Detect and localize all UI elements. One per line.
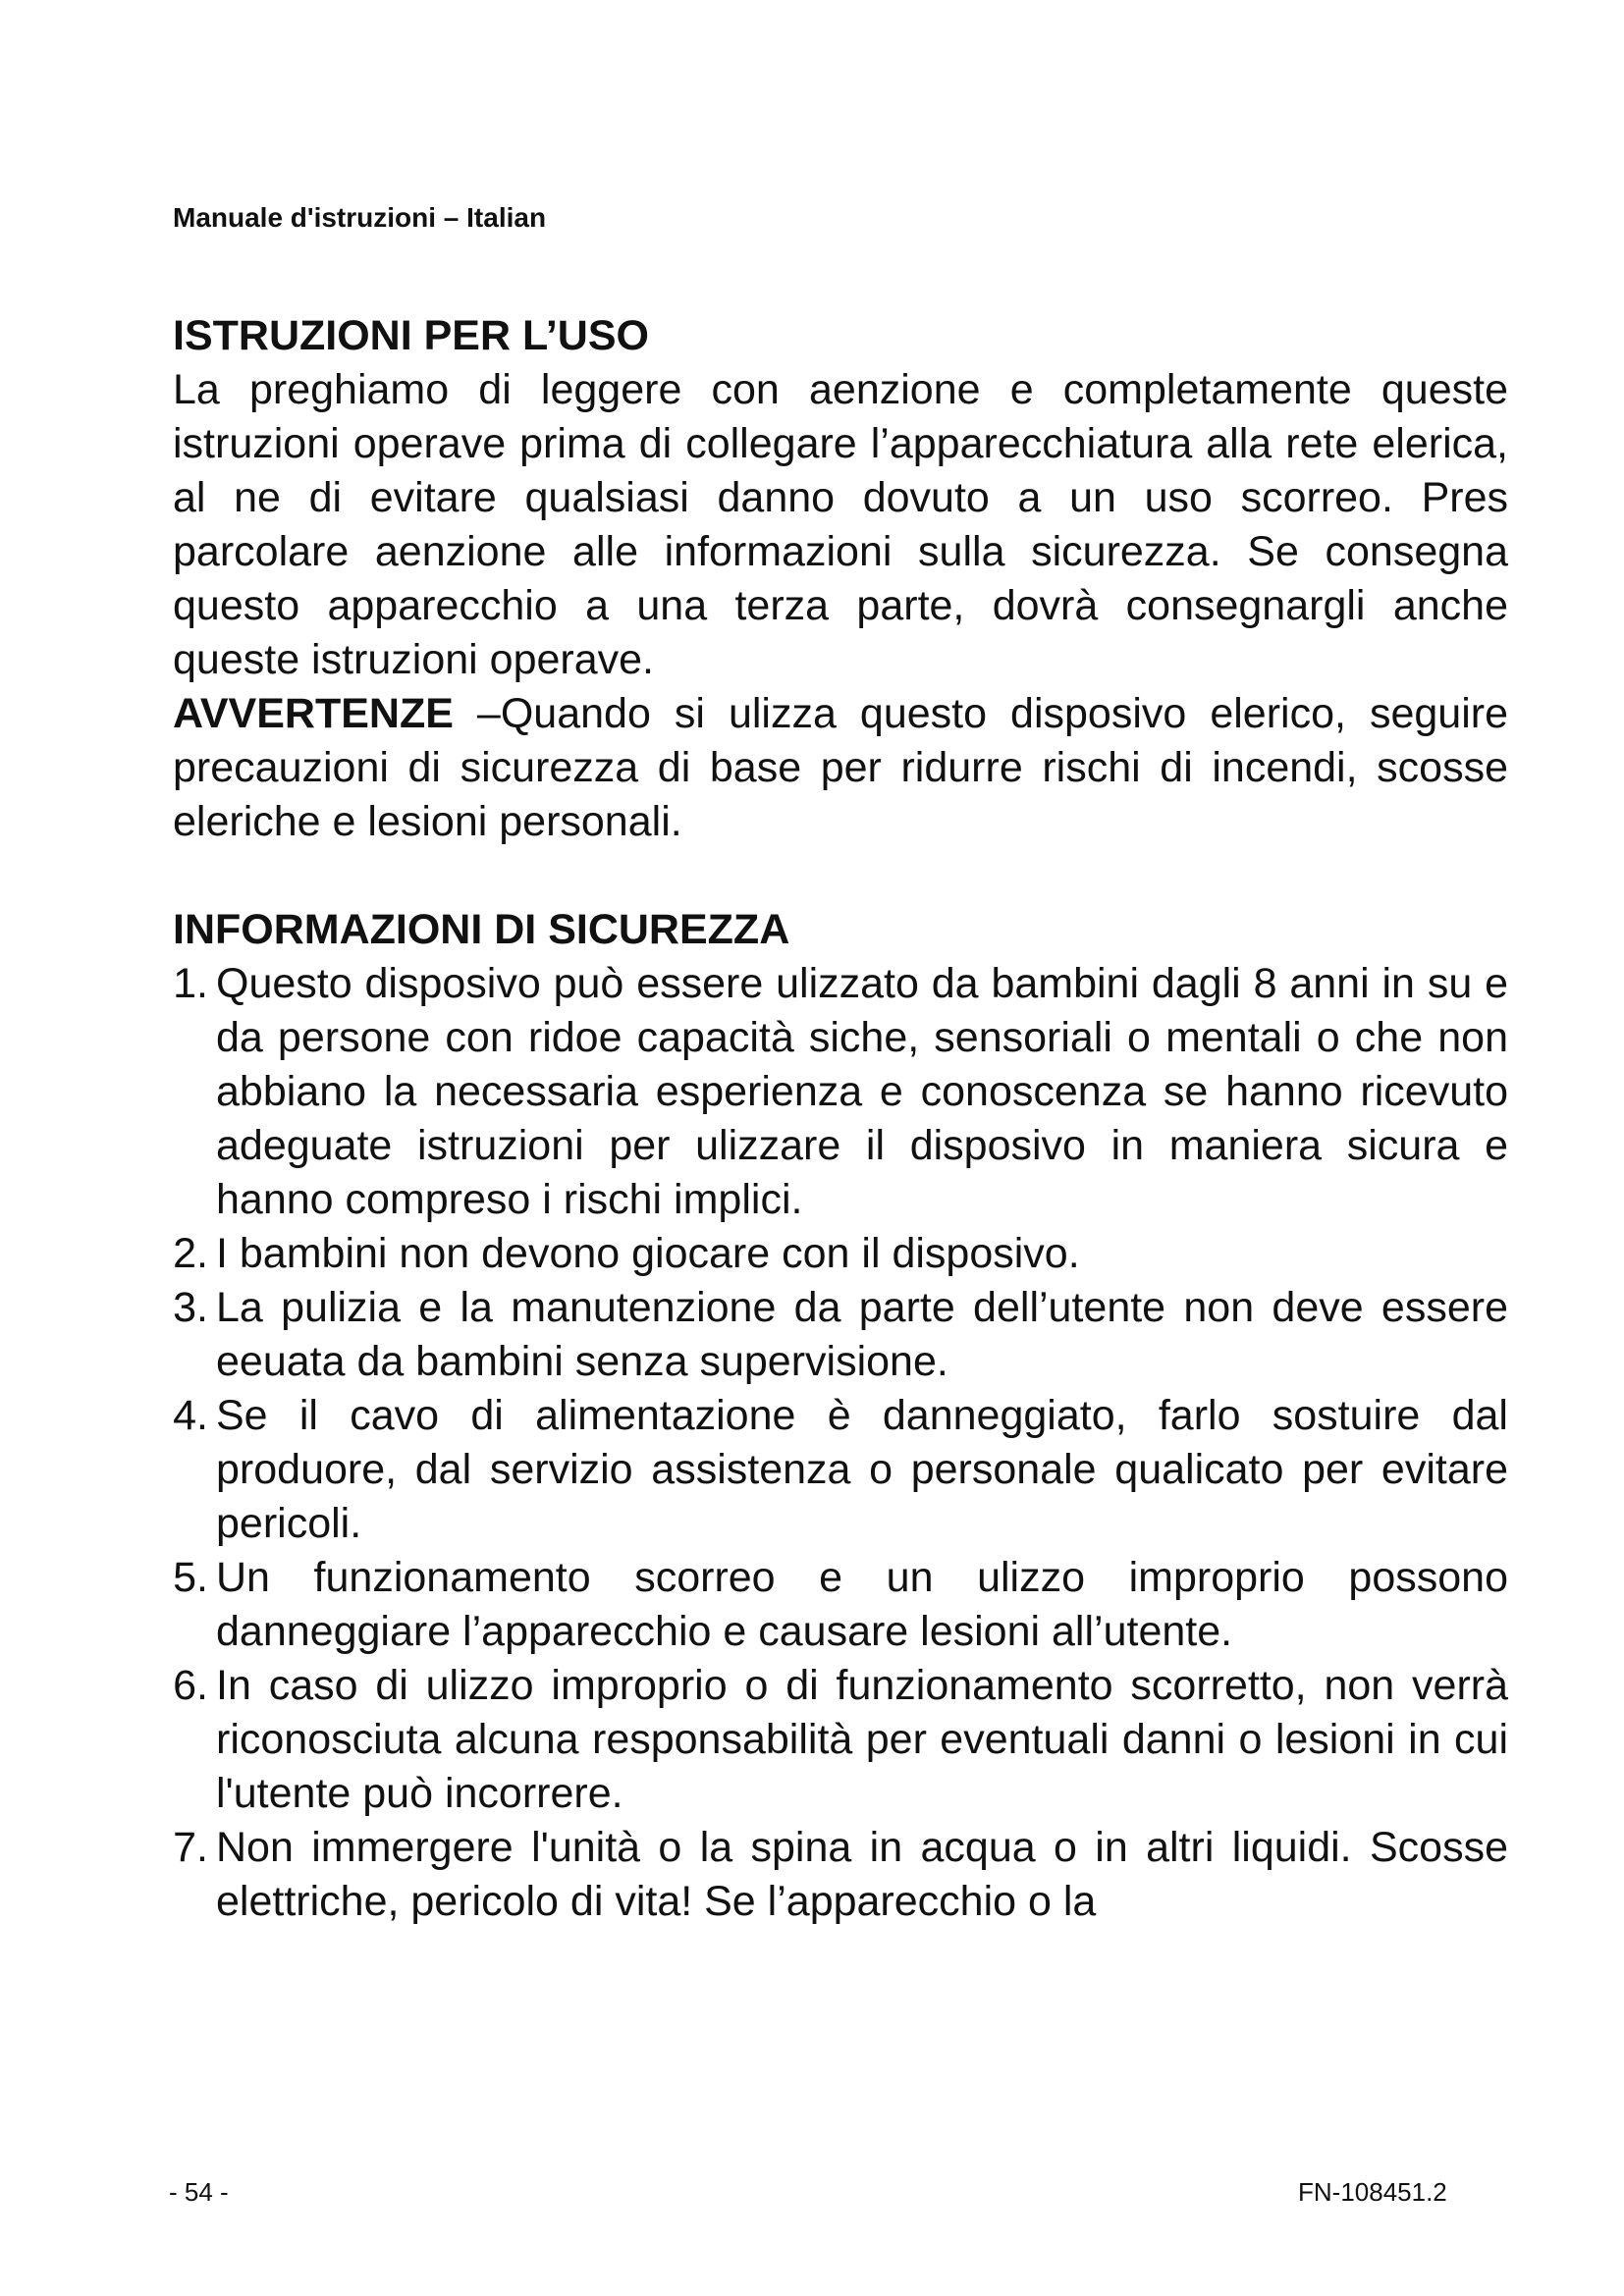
safety-item-number: 7. [173,1824,208,1871]
instructions-intro: La preghiamo di leggere con aenzione e completamente queste istruzioni operave prima di collegare l’apparecchiatura alla rete elerica, al ne di evitare qualsiasi danno dovuto a un uso scorreo. Pres parcolare aenzione alle informazioni sulla sicurezza. Se consegna questo apparecchio a una terza parte, dovrà consegnargli anche queste istruzioni operave. [173,366,1508,683]
safety-title: INFORMAZIONI DI SICUREZZA [173,906,790,953]
safety-item [173,1821,1508,1929]
warning-label: AVVERTENZE [173,690,454,737]
safety-item-number: 6. [173,1662,208,1709]
safety-list [173,957,1508,1929]
safety-item-text: Un funzionamento scorreo e un ulizzo improprio possono danneggiare l’apparecchio e causare lesioni all’utente. [216,1554,1508,1655]
safety-item [173,1227,1508,1281]
safety-item-text: I bambini non devono giocare con il disposivo. [216,1230,1080,1277]
safety-item-number: 4. [173,1392,208,1439]
safety-item-number: 1. [173,960,208,1007]
safety-item [173,1551,1508,1659]
safety-item-text: La pulizia e la manutenzione da parte dell’utente non deve essere eeuata da bambini senza supervisione. [216,1284,1508,1385]
safety-item-text: Questo disposivo può essere ulizzato da bambini dagli 8 anni in su e da persone con ridoe capacità siche, sensoriali o mentali o che non abbiano la necessaria esperienza e conoscenza se hanno ricevuto adeguate istruzioni per ulizzare il disposivo in maniera sicura e hanno compreso i rischi implici. [216,960,1508,1223]
safety-item [173,1659,1508,1821]
safety-item [173,1389,1508,1551]
safety-item-text: Se il cavo di alimentazione è danneggiato, farlo sostuire dal produore, dal servizio assistenza o personale qualicato per evitare pericoli. [216,1392,1508,1547]
page-header-label: Manuale d'istruzioni – Italian [173,202,547,233]
safety-item-number: 3. [173,1284,208,1331]
page-content [173,309,1508,1929]
safety-item-number: 5. [173,1554,208,1601]
warning-text: –Quando si ulizza questo disposivo elerico, seguire precauzioni di sicurezza di base per ridurre rischi di incendi, scosse eleriche e lesioni personali. [173,690,1508,845]
document-code: FN-108451.2 [1298,2177,1447,2207]
safety-item [173,1281,1508,1389]
safety-item-number: 2. [173,1230,208,1277]
warning-paragraph [173,687,1508,849]
safety-item-text: In caso di ulizzo improprio o di funzionamento scorretto, non verrà riconosciuta alcuna responsabilità per eventuali danni o lesioni in cui l'utente può incorrere. [216,1662,1508,1817]
instructions-title: ISTRUZIONI PER L’USO [173,312,649,359]
section-spacer [173,849,1508,903]
safety-item [173,957,1508,1227]
page-number: - 54 - [169,2177,229,2207]
safety-item-text: Non immergere l'unità o la spina in acqua o in altri liquidi. Scosse elettriche, pericolo di vita! Se l’apparecchio o la [216,1824,1508,1925]
